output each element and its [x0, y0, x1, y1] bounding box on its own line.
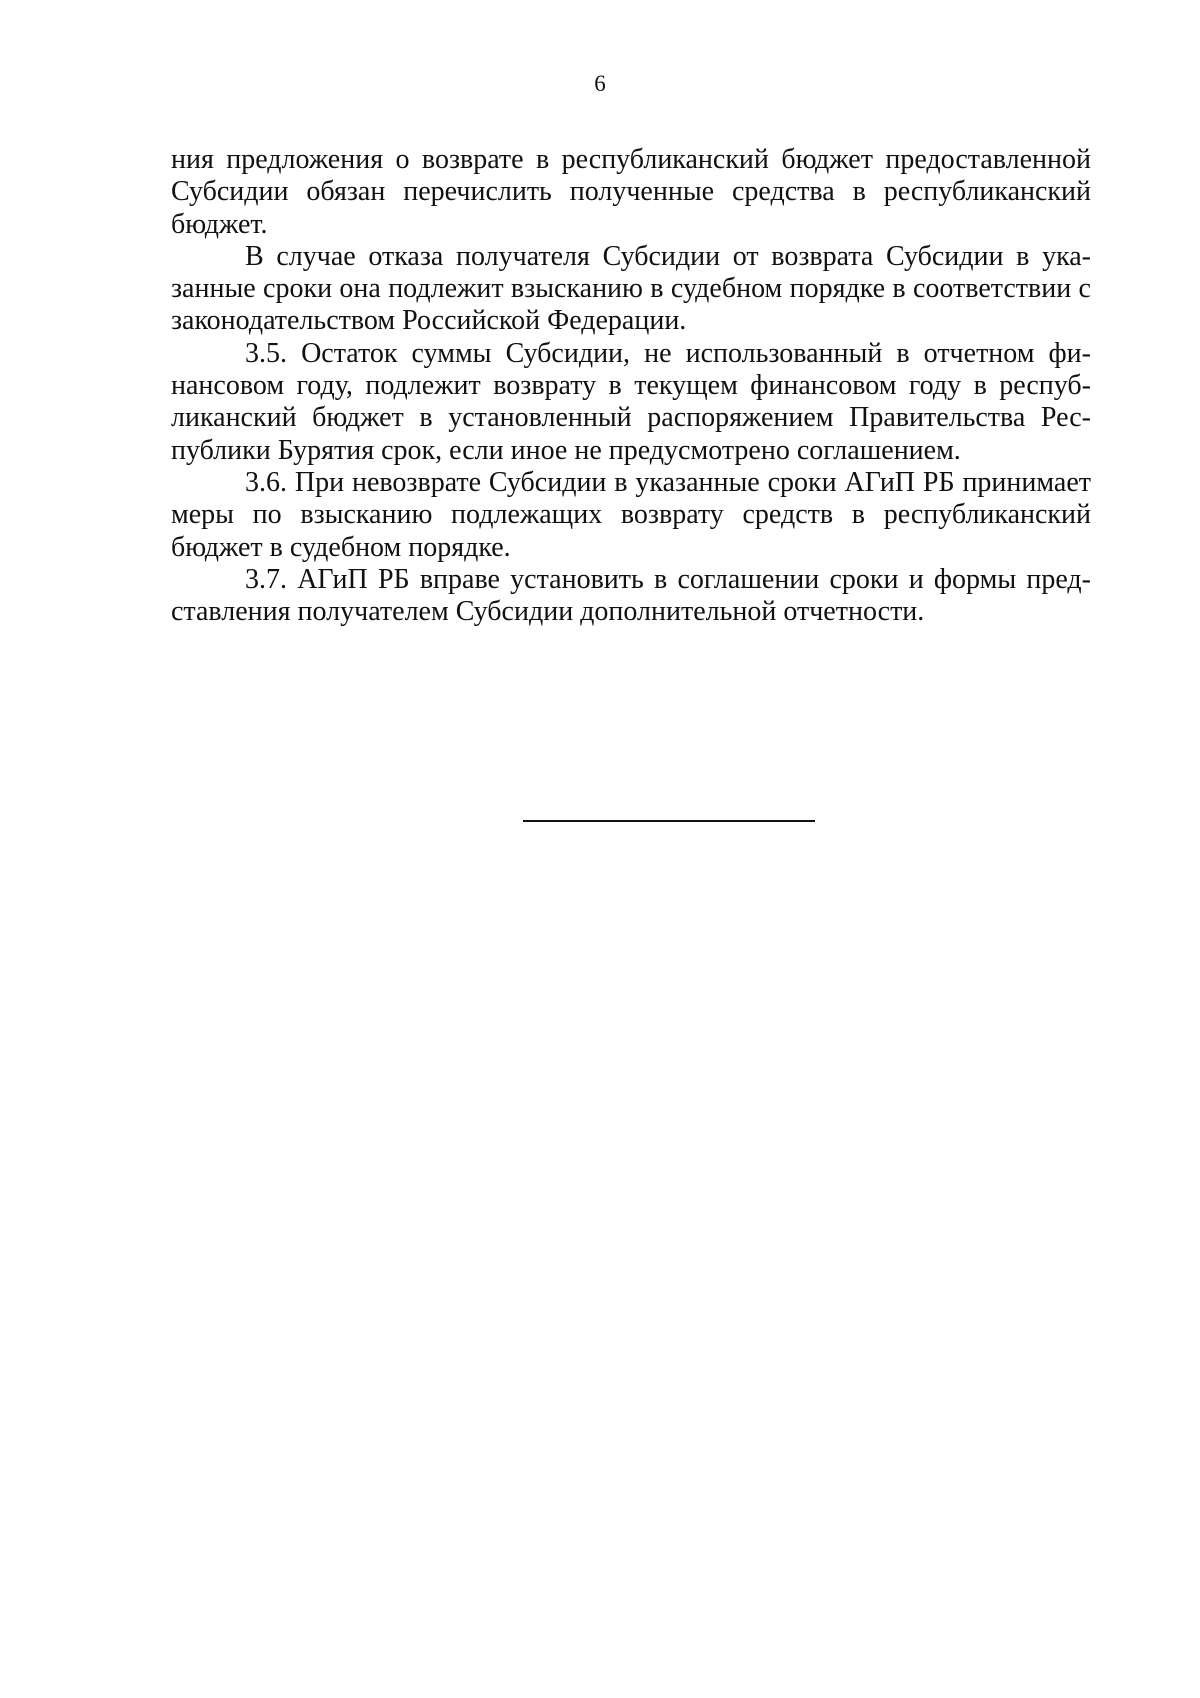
paragraph-3-7-additional-reporting: 3.7. АГиП РБ вправе установить в соглашении сроки и формы представления получателем Субсидии дополнительной отчетности. — [171, 563, 1091, 628]
paragraph-continuation: ния предложения о возврате в республиканский бюджет предоставленной Субсидии обязан перечислить полученные средства в республиканский бюджет. — [171, 144, 1091, 240]
document-body — [171, 144, 1091, 628]
page-number: 6 — [594, 71, 606, 96]
paragraph-3-6-non-return: 3.6. При невозврате Субсидии в указанные сроки АГиП РБ принимает меры по взысканию подлежащих возврату средств в республиканский бюджет в судебном порядке. — [171, 466, 1091, 563]
paragraph-refusal-recovery: В случае отказа получателя Субсидии от возврата Субсидии в указанные сроки она подлежит взысканию в судебном порядке в соответствии с законодательством Российской Федерации. — [171, 240, 1091, 337]
closing-divider-line — [523, 820, 815, 822]
paragraph-3-5-unused-balance: 3.5. Остаток суммы Субсидии, не использованный в отчетном финансовом году, подлежит возврату в текущем финансовом году в республиканский бюджет в установленный распоряжением Правительства Республики Бурятия срок, если иное не предусмотрено соглашением. — [171, 337, 1091, 466]
